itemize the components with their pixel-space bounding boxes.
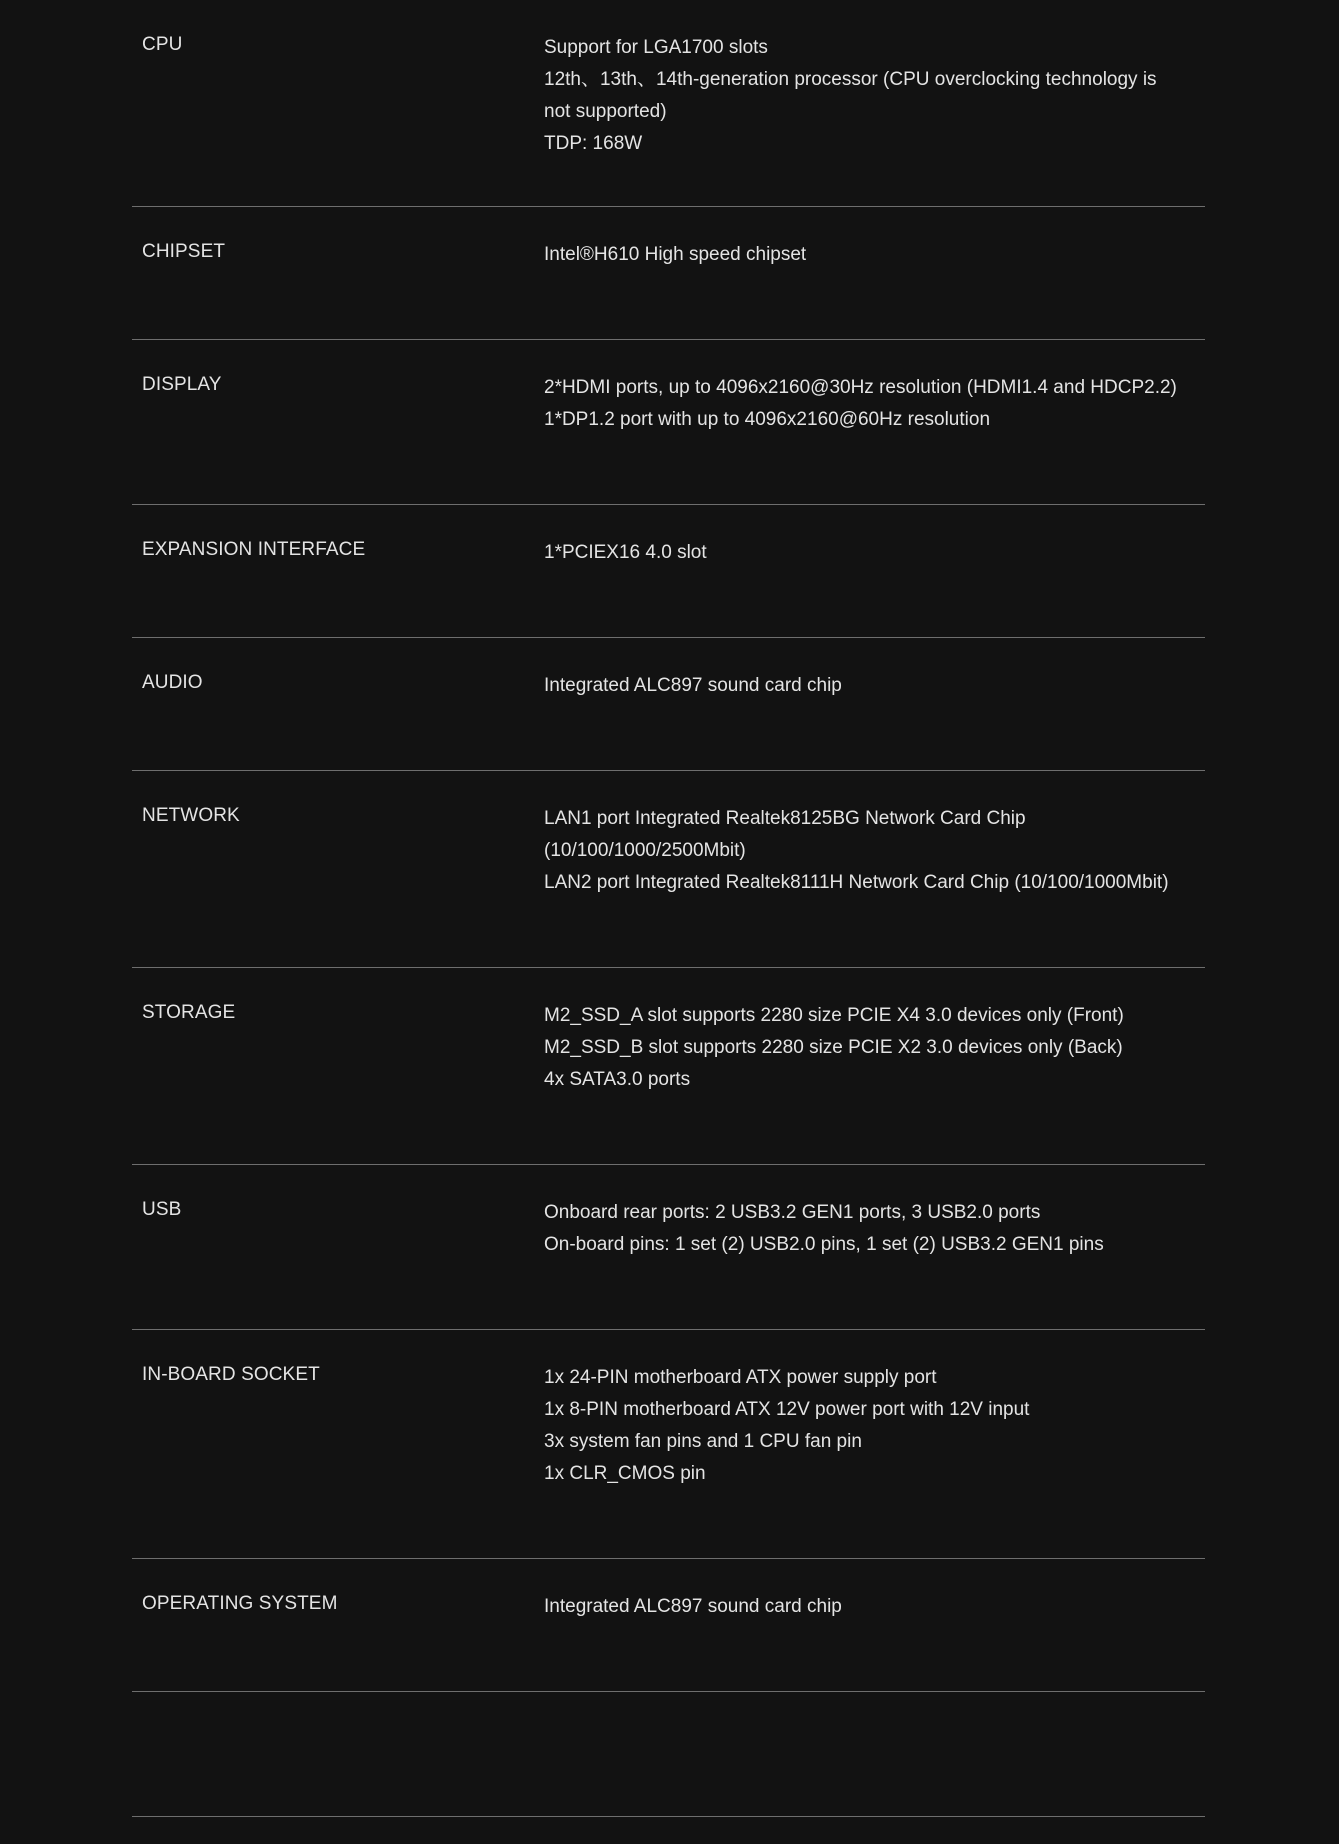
spec-row-operating-system xyxy=(132,1559,1205,1692)
spec-value-line: 1*DP1.2 port with up to 4096x2160@60Hz resolution xyxy=(544,409,991,430)
spec-row-network xyxy=(132,771,1205,968)
spec-row-display xyxy=(132,340,1205,505)
spec-row-empty xyxy=(132,1692,1205,1817)
spec-values xyxy=(544,803,1184,899)
spec-value-line: 3x system fan pins and 1 CPU fan pin xyxy=(544,1431,862,1452)
spec-row-in-board-socket xyxy=(132,1330,1205,1559)
spec-label: CHIPSET xyxy=(142,241,226,262)
spec-label: OPERATING SYSTEM xyxy=(142,1593,338,1614)
spec-values xyxy=(544,670,1184,702)
spec-label: NETWORK xyxy=(142,805,240,826)
spec-value-line: 1x 24-PIN motherboard ATX power supply port xyxy=(544,1367,937,1388)
spec-value-line: Integrated ALC897 sound card chip xyxy=(544,1596,842,1617)
spec-label: EXPANSION INTERFACE xyxy=(142,539,366,560)
spec-label: DISPLAY xyxy=(142,374,222,395)
spec-label: USB xyxy=(142,1199,182,1220)
spec-value-line: Onboard rear ports: 2 USB3.2 GEN1 ports, 3 USB2.0 ports xyxy=(544,1202,1041,1223)
spec-label: STORAGE xyxy=(142,1002,236,1023)
spec-values xyxy=(544,372,1184,436)
spec-row-chipset xyxy=(132,207,1205,340)
spec-value-line: LAN1 port Integrated Realtek8125BG Network Card Chip (10/100/1000/2500Mbit) xyxy=(544,808,1026,861)
spec-value-line: Support for LGA1700 slots xyxy=(544,37,768,58)
spec-value-line: LAN2 port Integrated Realtek8111H Network Card Chip (10/100/1000Mbit) xyxy=(544,872,1169,893)
spec-value-line: 4x SATA3.0 ports xyxy=(544,1069,691,1090)
spec-label: AUDIO xyxy=(142,672,203,693)
spec-label: CPU xyxy=(142,34,183,55)
spec-values xyxy=(544,239,1184,271)
spec-values xyxy=(544,1000,1184,1096)
spec-value-line: 12th、13th、14th-generation processor (CPU overclocking technology is not supported) xyxy=(544,69,1157,122)
spec-value-line: 1x 8-PIN motherboard ATX 12V power port with 12V input xyxy=(544,1399,1030,1420)
spec-label: IN-BOARD SOCKET xyxy=(142,1364,320,1385)
spec-value-line: Intel®H610 High speed chipset xyxy=(544,244,807,265)
spec-table xyxy=(132,0,1205,1817)
spec-value-line: Integrated ALC897 sound card chip xyxy=(544,675,842,696)
spec-value-line: M2_SSD_B slot supports 2280 size PCIE X2 3.0 devices only (Back) xyxy=(544,1037,1123,1058)
spec-row-usb xyxy=(132,1165,1205,1330)
spec-value-line: 2*HDMI ports, up to 4096x2160@30Hz resolution (HDMI1.4 and HDCP2.2) xyxy=(544,377,1177,398)
spec-values xyxy=(544,1591,1184,1623)
spec-row-cpu xyxy=(132,0,1205,207)
spec-value-line: On-board pins: 1 set (2) USB2.0 pins, 1 set (2) USB3.2 GEN1 pins xyxy=(544,1234,1104,1255)
spec-value-line: 1x CLR_CMOS pin xyxy=(544,1463,706,1484)
spec-value-line: 1*PCIEX16 4.0 slot xyxy=(544,542,707,563)
spec-row-storage xyxy=(132,968,1205,1165)
spec-row-audio xyxy=(132,638,1205,771)
spec-value-line: M2_SSD_A slot supports 2280 size PCIE X4 3.0 devices only (Front) xyxy=(544,1005,1124,1026)
spec-values xyxy=(544,1362,1184,1490)
spec-values xyxy=(544,537,1184,569)
spec-values xyxy=(544,1197,1184,1261)
spec-values xyxy=(544,32,1184,160)
spec-row-expansion-interface xyxy=(132,505,1205,638)
spec-value-line: TDP: 168W xyxy=(544,133,643,154)
